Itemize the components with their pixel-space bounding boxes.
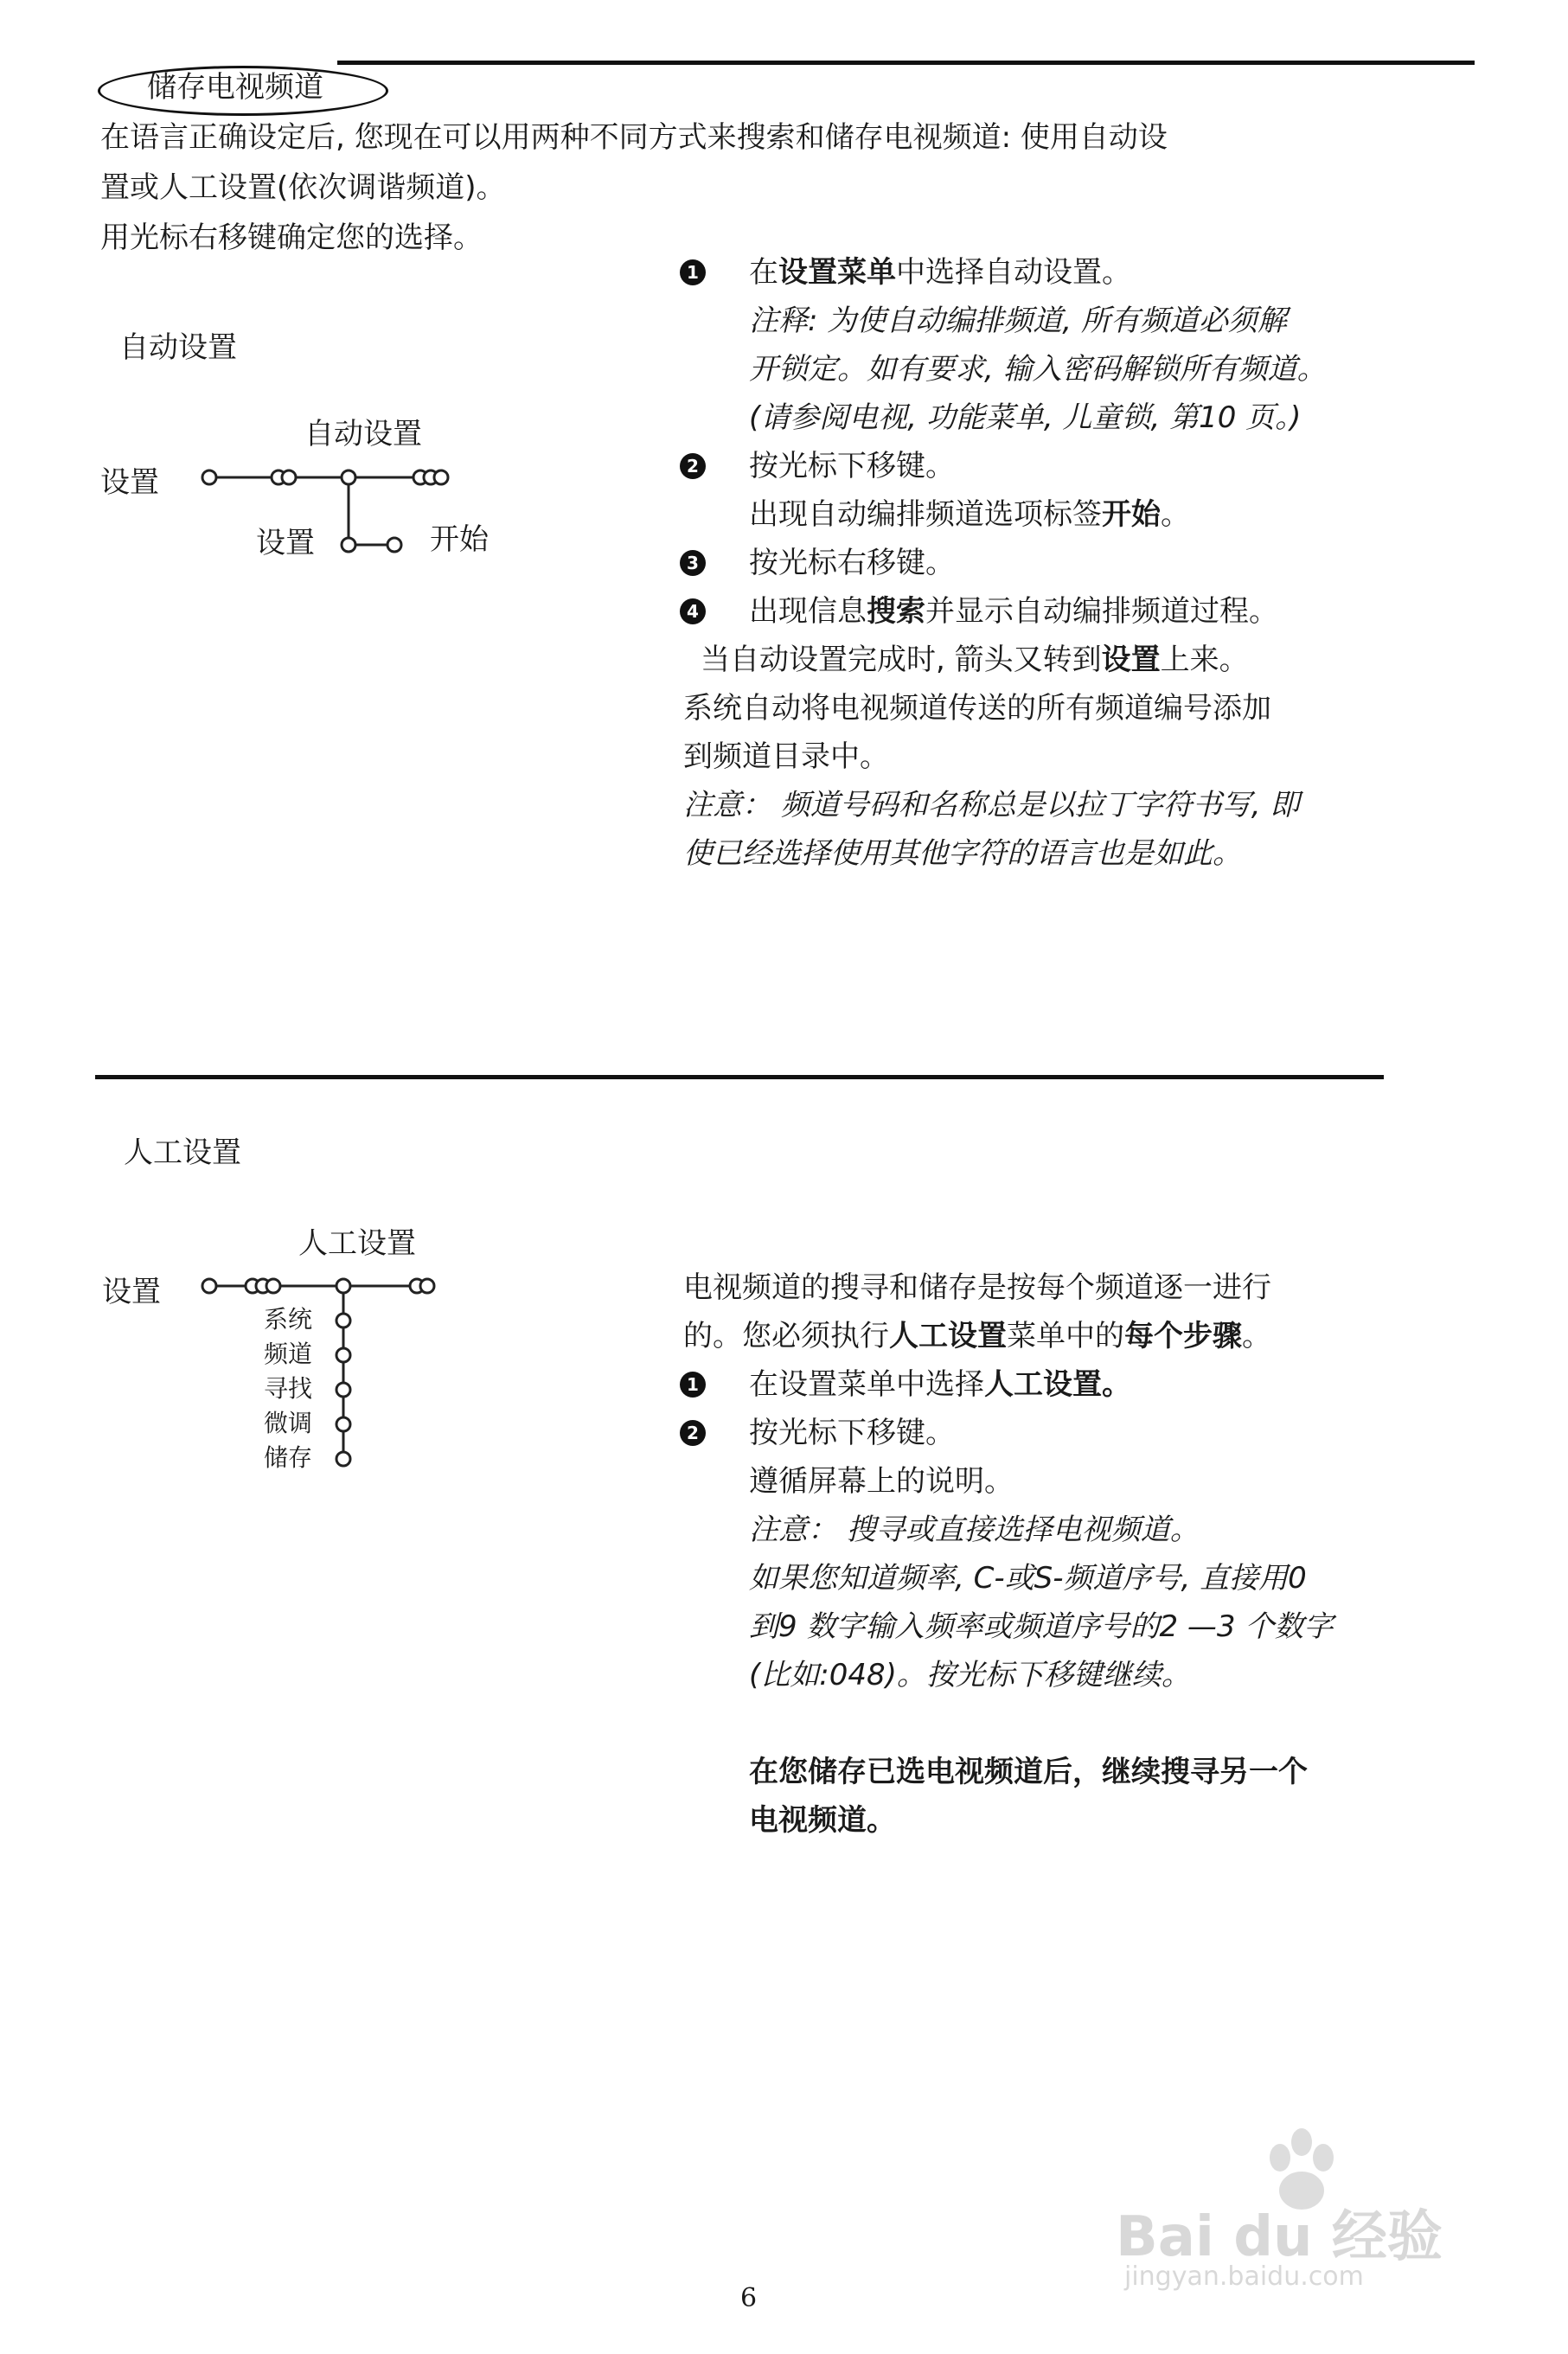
auto-step-2-sub [749,489,1190,540]
auto-done-bold: 设置 [1101,643,1161,677]
manual-intro-bold-1: 人工设置 [889,1319,1007,1353]
section-title: 储存电视频道 [147,70,323,105]
auto-done-post: 上来。 [1160,643,1249,677]
manual-step-1 [749,1359,1131,1410]
top-rule [337,61,1475,65]
manual-intro-mid: 菜单中的 [1007,1319,1124,1353]
auto-step-2-sub-bold: 开始 [1102,497,1161,532]
manual-diagram-item-system: 系统 [264,1305,313,1334]
baidu-watermark [1107,2123,1505,2296]
intro-line-1: 在语言正确设定后, 您现在可以用两种不同方式来搜索和储存电视频道: 使用自动设 [100,120,1168,155]
manual-note-line-4: (比如:048)。按光标下移键继续。 [749,1658,1191,1692]
auto-step-3: 按光标右移键。 [749,546,955,580]
intro-line-2: 置或人工设置(依次调谐频道)。 [100,170,506,205]
auto-diagram-left-label: 设置 [100,465,159,500]
auto-step-2-sub-post: 。 [1161,497,1190,532]
manual-diagram-item-finetune: 微调 [264,1409,313,1437]
auto-diagram-start-label: 开始 [430,522,489,557]
manual-diagram-item-channel: 频道 [264,1340,313,1368]
auto-step-1-pre: 在 [749,255,778,290]
auto-step-1-bold: 设置菜单 [778,255,896,290]
step-1-badge: 1 [680,259,706,285]
auto-note-2-line-1: 注意： 频道号码和名称总是以拉丁字符书写, 即 [683,788,1300,822]
auto-step-2-sub-pre: 出现自动编排频道选项标签 [749,497,1102,532]
manual-diagram-top-label: 人工设置 [298,1226,416,1261]
auto-desc-line-2: 到频道目录中。 [683,739,889,774]
auto-step-4-post: 并显示自动编排频道过程。 [925,594,1278,629]
step-4-badge: 4 [680,598,706,624]
auto-done-pre: 当自动设置完成时, 箭头又转到 [701,643,1102,677]
manual-diagram-item-search: 寻找 [264,1374,313,1403]
manual-step-2-badge: 2 [680,1420,706,1446]
manual-menu-tree [199,1267,458,1474]
manual-follow: 遵循屏幕上的说明。 [749,1464,1014,1499]
auto-diagram-sub-label: 设置 [256,526,315,560]
auto-diagram-top-label: 自动设置 [304,417,422,451]
watermark-brand: Bai du 经验 [1116,2205,1443,2269]
manual-intro-bold-2: 每个步骤 [1124,1319,1242,1353]
step-2-badge: 2 [680,453,706,479]
auto-note-1-line-3: (请参阅电视, 功能菜单, 儿童锁, 第10 页。) [749,400,1302,435]
auto-step-4 [749,586,1278,636]
manual-heading: 人工设置 [124,1135,241,1170]
manual-intro-line-2 [683,1311,1271,1361]
auto-step-2: 按光标下移键。 [749,449,955,483]
intro-line-3: 用光标右移键确定您的选择。 [100,221,483,255]
manual-diagram-item-store: 储存 [264,1443,313,1472]
auto-desc-line-1: 系统自动将电视频道传送的所有频道编号添加 [683,691,1271,726]
page-number: 6 [740,2283,758,2313]
manual-intro-pre: 的。您必须执行 [683,1319,889,1353]
manual-note-line-3: 到9 数字输入频率或频道序号的2 —3 个数字 [749,1609,1334,1644]
manual-step-1-badge: 1 [680,1372,706,1398]
auto-step-4-bold: 搜索 [867,594,925,629]
auto-done-text [701,635,1249,685]
manual-step-2: 按光标下移键。 [749,1416,955,1450]
manual-note-line-2: 如果您知道频率, C-或S-频道序号, 直接用0 [749,1561,1307,1596]
manual-diagram-left-label: 设置 [102,1275,161,1309]
auto-step-1-post: 中选择自动设置。 [896,255,1131,290]
auto-step-4-pre: 出现信息 [749,594,867,629]
manual-final-line-2: 电视频道。 [749,1803,896,1838]
auto-step-1 [749,247,1131,297]
section-divider [95,1075,1384,1079]
watermark-url: jingyan.baidu.com [1124,2261,1364,2292]
auto-note-2-line-2: 使已经选择使用其他字符的语言也是如此。 [683,836,1242,871]
manual-intro-line-1: 电视频道的搜寻和储存是按每个频道逐一进行 [683,1270,1271,1305]
step-3-badge: 3 [680,550,706,576]
manual-note-line-1: 注意： 搜寻或直接选择电视频道。 [749,1513,1200,1547]
manual-step-1-pre: 在设置菜单中选择 [749,1367,984,1402]
manual-intro-post: 。 [1242,1319,1271,1353]
auto-note-1-line-2: 开锁定。如有要求, 输入密码解锁所有频道。 [749,352,1327,387]
manual-final-line-1: 在您储存已选电视频道后，继续搜寻另一个 [749,1755,1308,1789]
auto-note-1-line-1: 注释: 为使自动编排频道, 所有频道必须解 [749,304,1287,338]
manual-step-1-bold: 人工设置。 [984,1367,1131,1402]
auto-menu-tree [190,458,467,562]
auto-heading: 自动设置 [119,330,237,365]
